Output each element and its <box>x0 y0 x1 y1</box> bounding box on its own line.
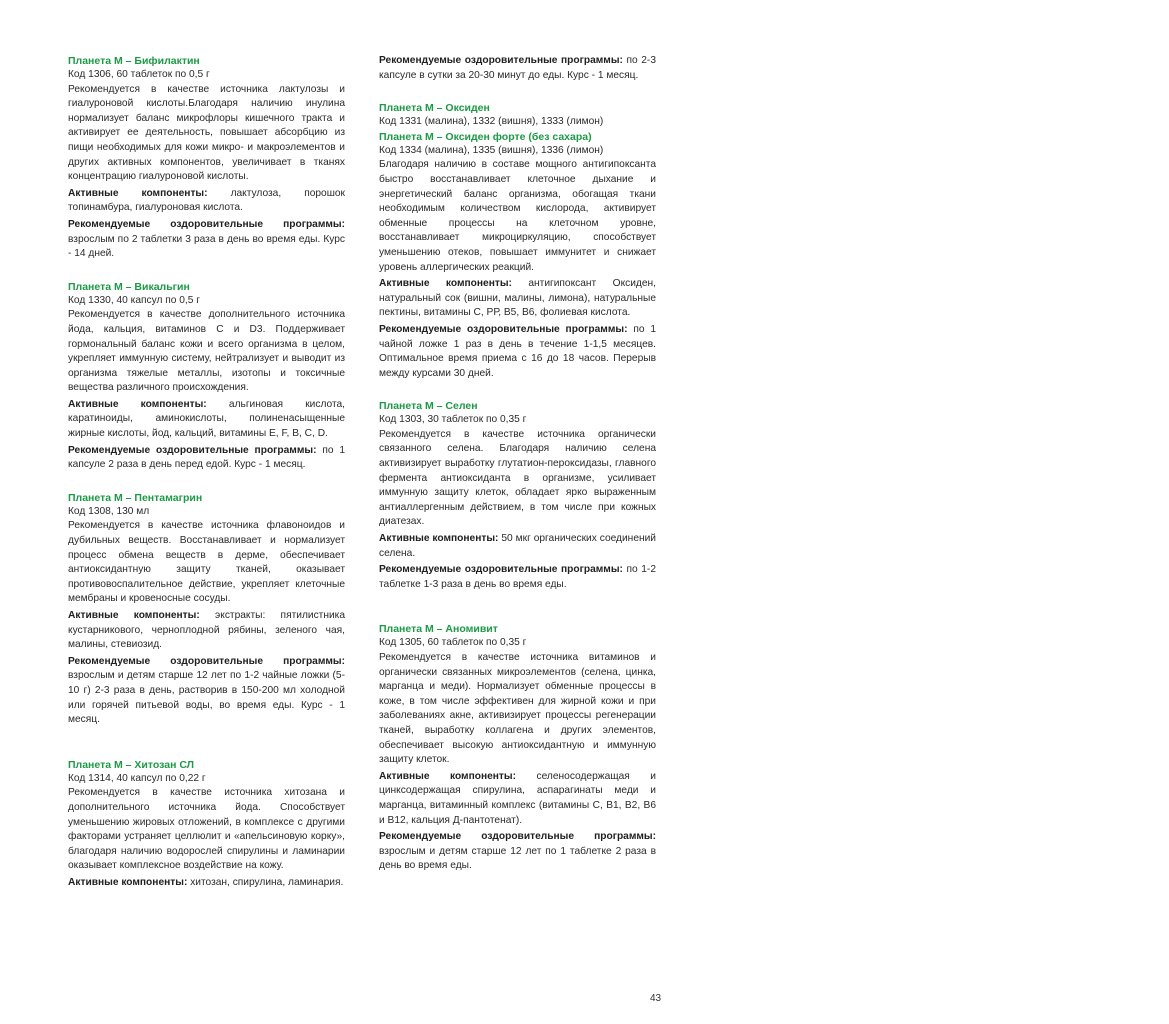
active-label: Активные компоненты: <box>68 187 208 199</box>
active-text: селеносодержащая и цинксодержащая спирулина, аспарагинаты меди и марганца, витаминный комплекс (витамины С, В1, В2, В6 и В12, кальция Д-пантотенат). <box>379 770 656 826</box>
program <box>379 563 656 592</box>
active-text: экстракты: пятилистника кустарникового, черноплодной рябины, зеленого чая, малины, стевиозид. <box>68 610 346 651</box>
program <box>379 54 656 83</box>
product-hitozan <box>68 758 345 891</box>
active-text: антигипоксант Оксиден, натуральный сок (вишни, малины, лимона), натуральные пектины, витамины С, РР, В5, В6, фолиевая кислота. <box>379 278 656 319</box>
active-components <box>68 398 345 442</box>
product-vikalgin <box>68 280 345 473</box>
program-label: Рекомендуемые оздоровительные программы: <box>68 218 345 230</box>
program-text: взрослым по 2 таблетки 3 раза в день во время еды. Курс - 14 дней. <box>68 233 345 260</box>
product-code: Код 1314, 40 капсул по 0,22 г <box>68 772 206 784</box>
product-title: Планета М – Хитозан СЛ <box>68 758 195 771</box>
active-text: 50 мкг органических соединений селена. <box>379 533 656 559</box>
active-text: альгиновая кислота, каратиноиды, аминокислоты, полиненасыщенные жирные кислоты, йод, кальций, витамины Е, F, В, С, D. <box>68 398 346 440</box>
product-title: Планета М – Бифилактин <box>68 55 200 67</box>
active-text: лактулоза, порошок топинамбура, гиалуроновая кислота. <box>68 187 345 214</box>
right-column <box>379 54 656 874</box>
product-code: Код 1303, 30 таблеток по 0,35 г <box>379 414 527 426</box>
program-label: Рекомендуемые оздоровительные программы: <box>68 444 317 456</box>
active-label: Активные компоненты: <box>68 398 207 410</box>
product-description: Благодаря наличию в составе мощного антигипоксанта быстро восстанавливает клеточное дыхание и энергетический баланс организма, обогащая ткани необходимым количеством кислорода, активирует обменные процессы на клеточном уровне, восстанавливает микроциркуляцию, способствует уменьшению отеков, повышает иммунитет и снижает уровень аллергических реакций. <box>379 159 656 273</box>
active-label: Активные компоненты: <box>379 770 517 782</box>
program-label: Рекомендуемые оздоровительные программы: <box>379 564 623 576</box>
active-components <box>68 187 345 216</box>
product-title: Планета М – Викальгин <box>68 280 190 293</box>
active-label: Активные компоненты: <box>379 533 499 545</box>
product-code: Код 1306, 60 таблеток по 0,5 г <box>68 69 210 80</box>
program <box>379 323 656 381</box>
product-title: Планета М – Аномивит <box>379 623 498 636</box>
program <box>379 830 656 874</box>
product-anomivit <box>379 622 656 874</box>
product-description: Рекомендуется в качестве источника флавоноидов и дубильных веществ. Восстанавливает и нормализует процесс обмена веществ в дерме, обеспечивает антиоксидантную защиту тканей, оказывает противовоспалительное действие, укрепляет клеточные мембраны и кровеносные сосуды. <box>68 520 345 605</box>
active-components <box>379 277 656 321</box>
program-text: по 1 чайной ложке 1 раз в день в течение 1-1,5 месяцев. Оптимальное время приема с 16 до 18 часов. Перерыв между курсами 30 дней. <box>379 323 656 379</box>
active-label: Активные компоненты: <box>68 876 188 888</box>
product-title: Планета М – Селен <box>379 400 478 413</box>
product-pentamagrin <box>68 491 345 728</box>
product-title: Планета М – Пентамагрин <box>68 491 203 504</box>
product-code: Код 1308, 130 мл <box>68 505 150 517</box>
active-label: Активные компоненты: <box>379 278 512 290</box>
product-bifilaktin <box>68 54 345 262</box>
product-selen <box>379 399 656 592</box>
product-oksiden <box>379 101 656 381</box>
active-components <box>68 876 345 891</box>
program-text: взрослым и детям старше 12 лет по 1-2 чайные ложки (5-10 г) 2-3 раза в день, растворив в 150-200 мл холодной или горячей питьевой воды, во время еды. Курс - 1 месяц. <box>68 670 345 726</box>
product-title: Планета М – Оксиден <box>379 102 490 115</box>
page-number: 43 <box>650 993 662 1004</box>
product-code-forte: Код 1334 (малина), 1335 (вишня), 1336 (лимон) <box>379 144 604 156</box>
program-text: взрослым и детям старше 12 лет по 1 таблетке 2 раза в день во время еды. <box>379 845 656 872</box>
program <box>68 444 345 473</box>
program-text: по 1-2 таблетке 1-3 раза в день во время еды. <box>379 564 656 590</box>
product-code: Код 1331 (малина), 1332 (вишня), 1333 (лимон) <box>379 116 604 128</box>
program-label: Рекомендуемые оздоровительные программы: <box>379 55 623 66</box>
active-text: хитозан, спирулина, ламинария. <box>190 876 344 888</box>
program <box>68 655 345 728</box>
product-code: Код 1330, 40 капсул по 0,5 г <box>68 294 200 306</box>
active-components <box>68 609 345 653</box>
product-description: Рекомендуется в качестве источника хитозана и дополнительного источника йода. Способствует уменьшению жировых отложений, в комплексе с другими факторами устраняет целлюлит и «апельсиновую корку», благодаря наличию водорослей спирулины и ламинарии оказывает комплексное воздействие на кожу. <box>68 787 345 872</box>
program-label: Рекомендуемые оздоровительные программы: <box>379 323 628 335</box>
active-label: Активные компоненты: <box>68 610 200 621</box>
left-column <box>68 54 345 891</box>
program-label: Рекомендуемые оздоровительные программы: <box>68 655 345 667</box>
product-description: Рекомендуется в качестве источника органически связанного селена. Благодаря наличию селена активизирует выработку глутатион-пероксидазы, главного фермента антиоксиданта в организме, усиливает иммунную защиту клеток, обладает ярко выраженным антиаллергенным действием, в том числе при кожных диатезах. <box>379 428 656 528</box>
program-text: по 2-3 капсуле в сутки за 20-30 минут до еды. Курс - 1 месяц. <box>379 55 656 81</box>
active-components <box>379 532 656 561</box>
program-text: по 1 капсуле 2 раза в день перед едой. Курс - 1 месяц. <box>68 444 345 471</box>
active-components <box>379 770 656 828</box>
product-description: Рекомендуется в качестве источника лактулозы и гиалуроновой кислоты.Благодаря наличию инулина нормализует баланс микрофлоры кишечного тракта и активирует ее деятельность, повышает абсорбцию из пищи необходимых для кожи микро- и макроэлементов и других активных компонентов, увеличивает в тканях концентрацию гиалуроновой кислоты. <box>68 83 345 183</box>
product-description: Рекомендуется в качестве дополнительного источника йода, кальция, витаминов С и D3. Поддерживает гормональный баланс кожи и всего организма в целом, укрепляет иммунную систему, нейтрализует и выводит из организма тяжелые металлы, изотопы и токсичные вещества различного происхождения. <box>68 309 345 394</box>
product-code: Код 1305, 60 таблеток по 0,35 г <box>379 637 527 649</box>
product-title-forte: Планета М – Оксиден форте (без сахара) <box>379 130 592 143</box>
program-label: Рекомендуемые оздоровительные программы: <box>379 831 656 843</box>
program <box>68 218 345 262</box>
product-description: Рекомендуется в качестве источника витаминов и органически связанных микроэлементов (селена, цинка, марганца и меди). Нормализует обменные процессы в коже, в том числе эффективен для жирной кожи и при заболеваниях акне, активизирует процессы регенерации тканей, выработку коллагена и других элементов, обеспечивает высокую антиоксидантную и иммунную защиту клеток. <box>379 652 656 766</box>
product-hitozan-continued <box>379 54 656 83</box>
